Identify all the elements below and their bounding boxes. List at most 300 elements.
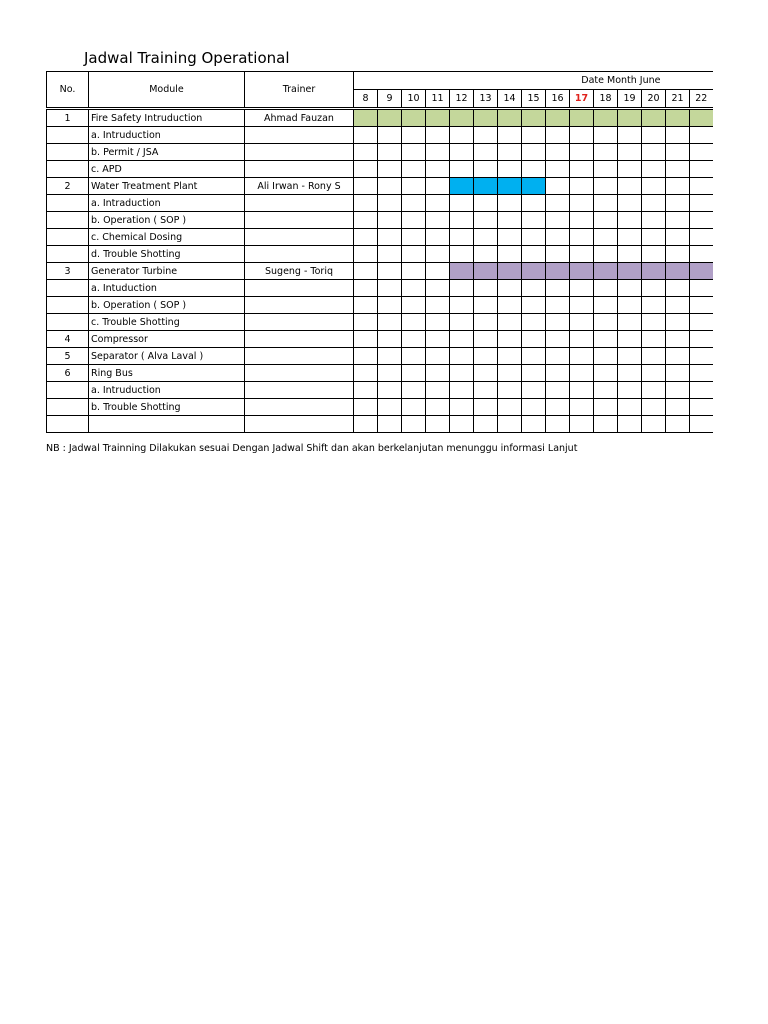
schedule-bar-cell — [666, 263, 690, 280]
header-module: Module — [89, 72, 245, 109]
table-row — [47, 212, 713, 229]
schedule-cell — [618, 382, 642, 399]
schedule-cell — [642, 416, 666, 433]
schedule-cell — [546, 314, 570, 331]
schedule-cell — [594, 246, 618, 263]
schedule-cell — [570, 178, 594, 195]
schedule-bar-cell — [402, 109, 426, 127]
row-no — [47, 297, 89, 314]
schedule-cell — [426, 229, 450, 246]
schedule-bar-cell — [474, 263, 498, 280]
row-module: Separator ( Alva Laval ) — [89, 348, 245, 365]
schedule-cell — [378, 195, 402, 212]
schedule-cell — [402, 127, 426, 144]
schedule-cell — [474, 399, 498, 416]
row-no — [47, 246, 89, 263]
table-row — [47, 314, 713, 331]
schedule-cell — [546, 416, 570, 433]
row-trainer — [245, 144, 354, 161]
schedule-cell — [474, 297, 498, 314]
footnote: NB : Jadwal Trainning Dilakukan sesuai Dengan Jadwal Shift dan akan berkelanjutan menunggu informasi Lanjut — [46, 443, 578, 454]
schedule-cell — [498, 297, 522, 314]
schedule-cell — [354, 365, 378, 382]
row-module: b. Permit / JSA — [89, 144, 245, 161]
schedule-cell — [546, 195, 570, 212]
schedule-cell — [594, 399, 618, 416]
schedule-bar-cell — [474, 178, 498, 195]
schedule-bar-cell — [546, 109, 570, 127]
schedule-cell — [690, 382, 713, 399]
row-trainer — [245, 297, 354, 314]
schedule-cell — [498, 161, 522, 178]
schedule-bar-cell — [570, 263, 594, 280]
schedule-cell — [426, 144, 450, 161]
schedule-cell — [378, 263, 402, 280]
row-trainer — [245, 382, 354, 399]
schedule-cell — [618, 144, 642, 161]
schedule-cell — [426, 331, 450, 348]
row-trainer — [245, 195, 354, 212]
row-no — [47, 416, 89, 433]
schedule-cell — [570, 365, 594, 382]
row-module: c. Trouble Shotting — [89, 314, 245, 331]
row-trainer — [245, 314, 354, 331]
row-no — [47, 314, 89, 331]
schedule-cell — [618, 195, 642, 212]
row-no — [47, 280, 89, 297]
schedule-cell — [666, 178, 690, 195]
table-row — [47, 109, 713, 127]
table-row — [47, 297, 713, 314]
table-row — [47, 229, 713, 246]
row-module: a. Intruduction — [89, 382, 245, 399]
schedule-cell — [546, 229, 570, 246]
table-row — [47, 365, 713, 382]
row-no: 5 — [47, 348, 89, 365]
schedule-cell — [570, 144, 594, 161]
schedule-cell — [402, 416, 426, 433]
row-module: c. Chemical Dosing — [89, 229, 245, 246]
schedule-cell — [378, 297, 402, 314]
row-no: 3 — [47, 263, 89, 280]
schedule-cell — [378, 382, 402, 399]
schedule-cell — [522, 382, 546, 399]
schedule-cell — [498, 365, 522, 382]
schedule-bar-cell — [666, 109, 690, 127]
schedule-cell — [378, 127, 402, 144]
schedule-cell — [426, 297, 450, 314]
schedule-bar-cell — [378, 109, 402, 127]
table-row — [47, 246, 713, 263]
schedule-cell — [618, 297, 642, 314]
schedule-cell — [354, 195, 378, 212]
row-trainer — [245, 161, 354, 178]
row-no — [47, 399, 89, 416]
day-header-15: 15 — [522, 90, 546, 109]
schedule-bar-cell — [450, 178, 474, 195]
row-trainer — [245, 246, 354, 263]
schedule-cell — [474, 246, 498, 263]
schedule-cell — [450, 331, 474, 348]
schedule-cell — [642, 348, 666, 365]
day-header-21: 21 — [666, 90, 690, 109]
schedule-cell — [474, 161, 498, 178]
schedule-cell — [546, 178, 570, 195]
schedule-cell — [618, 212, 642, 229]
header-trainer: Trainer — [245, 72, 354, 109]
schedule-cell — [498, 229, 522, 246]
schedule-cell — [522, 246, 546, 263]
row-no: 4 — [47, 331, 89, 348]
schedule-cell — [498, 246, 522, 263]
schedule-cell — [642, 178, 666, 195]
row-trainer — [245, 331, 354, 348]
row-no: 6 — [47, 365, 89, 382]
schedule-cell — [474, 416, 498, 433]
schedule-cell — [570, 314, 594, 331]
schedule-cell — [690, 280, 713, 297]
day-header-14: 14 — [498, 90, 522, 109]
row-trainer — [245, 399, 354, 416]
row-module: b. Operation ( SOP ) — [89, 212, 245, 229]
row-no: 2 — [47, 178, 89, 195]
schedule-cell — [546, 331, 570, 348]
schedule-cell — [594, 212, 618, 229]
schedule-cell — [522, 161, 546, 178]
schedule-cell — [594, 178, 618, 195]
schedule-cell — [666, 212, 690, 229]
schedule-cell — [522, 416, 546, 433]
schedule-cell — [618, 246, 642, 263]
schedule-cell — [666, 297, 690, 314]
schedule-cell — [642, 127, 666, 144]
schedule-cell — [498, 127, 522, 144]
schedule-cell — [690, 229, 713, 246]
schedule-bar-cell — [498, 263, 522, 280]
schedule-cell — [618, 161, 642, 178]
schedule-cell — [570, 127, 594, 144]
schedule-cell — [618, 127, 642, 144]
table-row — [47, 263, 713, 280]
schedule-cell — [498, 212, 522, 229]
schedule-cell — [402, 229, 426, 246]
schedule-cell — [642, 365, 666, 382]
day-header-17: 17 — [570, 90, 594, 109]
schedule-cell — [378, 416, 402, 433]
schedule-cell — [402, 399, 426, 416]
schedule-cell — [522, 280, 546, 297]
schedule-cell — [618, 365, 642, 382]
row-trainer: Sugeng - Toriq — [245, 263, 354, 280]
header-row-1 — [47, 72, 713, 90]
schedule-cell — [546, 348, 570, 365]
row-module: a. Intraduction — [89, 195, 245, 212]
schedule-cell — [354, 382, 378, 399]
schedule-cell — [426, 382, 450, 399]
schedule-cell — [570, 212, 594, 229]
schedule-bar-cell — [642, 263, 666, 280]
schedule-cell — [570, 348, 594, 365]
schedule-cell — [546, 212, 570, 229]
schedule-cell — [354, 161, 378, 178]
schedule-cell — [426, 161, 450, 178]
schedule-cell — [426, 127, 450, 144]
schedule-cell — [498, 195, 522, 212]
schedule-cell — [402, 263, 426, 280]
schedule-cell — [450, 229, 474, 246]
schedule-cell — [402, 195, 426, 212]
schedule-cell — [426, 263, 450, 280]
schedule-cell — [354, 178, 378, 195]
row-trainer: Ali Irwan - Rony S — [245, 178, 354, 195]
schedule-cell — [690, 416, 713, 433]
table-row — [47, 348, 713, 365]
schedule-bar-cell — [522, 178, 546, 195]
schedule-cell — [354, 348, 378, 365]
row-module: a. Intuduction — [89, 280, 245, 297]
schedule-cell — [666, 399, 690, 416]
schedule-bar-cell — [618, 263, 642, 280]
schedule-cell — [402, 331, 426, 348]
schedule-cell — [618, 280, 642, 297]
schedule-cell — [378, 246, 402, 263]
schedule-cell — [690, 178, 713, 195]
schedule-cell — [426, 195, 450, 212]
table-row — [47, 331, 713, 348]
schedule-cell — [546, 127, 570, 144]
schedule-cell — [642, 229, 666, 246]
schedule-cell — [546, 382, 570, 399]
schedule-cell — [522, 229, 546, 246]
schedule-cell — [450, 297, 474, 314]
schedule-bar-cell — [594, 109, 618, 127]
day-header-8: 8 — [354, 90, 378, 109]
schedule-cell — [546, 144, 570, 161]
schedule-cell — [426, 280, 450, 297]
row-module: d. Trouble Shotting — [89, 246, 245, 263]
row-trainer — [245, 212, 354, 229]
schedule-cell — [690, 314, 713, 331]
row-module: b. Operation ( SOP ) — [89, 297, 245, 314]
schedule-cell — [402, 280, 426, 297]
row-module: b. Trouble Shotting — [89, 399, 245, 416]
schedule-cell — [450, 144, 474, 161]
schedule-cell — [666, 365, 690, 382]
schedule-cell — [450, 382, 474, 399]
schedule-cell — [666, 161, 690, 178]
schedule-cell — [402, 144, 426, 161]
schedule-cell — [474, 314, 498, 331]
schedule-cell — [594, 365, 618, 382]
schedule-cell — [474, 144, 498, 161]
schedule-cell — [522, 297, 546, 314]
schedule-cell — [666, 127, 690, 144]
schedule-cell — [450, 161, 474, 178]
schedule-bar-cell — [474, 109, 498, 127]
schedule-cell — [378, 399, 402, 416]
header-no: No. — [47, 72, 89, 109]
schedule-cell — [570, 331, 594, 348]
schedule-cell — [378, 331, 402, 348]
row-no — [47, 229, 89, 246]
schedule-bar-cell — [426, 109, 450, 127]
row-module: Generator Turbine — [89, 263, 245, 280]
row-no — [47, 195, 89, 212]
schedule-cell — [450, 280, 474, 297]
row-trainer — [245, 348, 354, 365]
schedule-cell — [666, 416, 690, 433]
schedule-cell — [570, 297, 594, 314]
row-trainer — [245, 229, 354, 246]
schedule-cell — [642, 382, 666, 399]
schedule-cell — [666, 195, 690, 212]
day-header-18: 18 — [594, 90, 618, 109]
row-module: Fire Safety Intruduction — [89, 109, 245, 127]
day-header-10: 10 — [402, 90, 426, 109]
schedule-cell — [570, 382, 594, 399]
row-trainer — [245, 365, 354, 382]
schedule-cell — [618, 314, 642, 331]
schedule-cell — [570, 246, 594, 263]
table-row — [47, 127, 713, 144]
schedule-cell — [522, 399, 546, 416]
schedule-cell — [402, 382, 426, 399]
schedule-cell — [594, 331, 618, 348]
schedule-cell — [402, 365, 426, 382]
schedule-cell — [354, 144, 378, 161]
schedule-cell — [498, 416, 522, 433]
schedule-cell — [546, 297, 570, 314]
schedule-cell — [618, 331, 642, 348]
schedule-cell — [450, 127, 474, 144]
schedule-bar-cell — [618, 109, 642, 127]
schedule-cell — [354, 331, 378, 348]
schedule-cell — [642, 331, 666, 348]
schedule-cell — [354, 212, 378, 229]
schedule-bar-cell — [498, 178, 522, 195]
schedule-cell — [594, 195, 618, 212]
schedule-cell — [570, 195, 594, 212]
schedule-cell — [474, 382, 498, 399]
row-no — [47, 382, 89, 399]
schedule-cell — [402, 212, 426, 229]
table-row — [47, 382, 713, 399]
schedule-cell — [450, 348, 474, 365]
schedule-cell — [450, 246, 474, 263]
schedule-cell — [402, 161, 426, 178]
schedule-cell — [522, 331, 546, 348]
schedule-cell — [690, 144, 713, 161]
row-module — [89, 416, 245, 433]
schedule-cell — [474, 229, 498, 246]
schedule-cell — [378, 161, 402, 178]
schedule-cell — [666, 144, 690, 161]
schedule-cell — [426, 178, 450, 195]
row-no: 1 — [47, 109, 89, 127]
schedule-cell — [546, 399, 570, 416]
schedule-cell — [690, 195, 713, 212]
schedule-bar-cell — [594, 263, 618, 280]
row-module: Water Treatment Plant — [89, 178, 245, 195]
schedule-cell — [378, 229, 402, 246]
schedule-cell — [666, 314, 690, 331]
schedule-cell — [546, 246, 570, 263]
schedule-cell — [666, 280, 690, 297]
header-date-month: Date Month June — [354, 72, 713, 90]
schedule-cell — [378, 178, 402, 195]
schedule-cell — [570, 416, 594, 433]
schedule-cell — [618, 416, 642, 433]
table-row — [47, 161, 713, 178]
schedule-cell — [522, 314, 546, 331]
schedule-cell — [354, 229, 378, 246]
schedule-cell — [594, 314, 618, 331]
schedule-cell — [402, 246, 426, 263]
schedule-cell — [666, 331, 690, 348]
page-title: Jadwal Training Operational — [84, 49, 290, 67]
schedule-cell — [402, 178, 426, 195]
schedule-cell — [426, 416, 450, 433]
schedule-cell — [546, 161, 570, 178]
schedule-cell — [354, 246, 378, 263]
schedule-cell — [666, 246, 690, 263]
schedule-cell — [522, 212, 546, 229]
schedule-cell — [618, 348, 642, 365]
schedule-cell — [354, 280, 378, 297]
schedule-cell — [378, 280, 402, 297]
schedule-cell — [642, 144, 666, 161]
schedule-cell — [594, 161, 618, 178]
table-row — [47, 399, 713, 416]
schedule-cell — [378, 314, 402, 331]
schedule-cell — [354, 399, 378, 416]
schedule-cell — [474, 331, 498, 348]
table-row — [47, 280, 713, 297]
schedule-bar-cell — [570, 109, 594, 127]
row-trainer: Ahmad Fauzan — [245, 109, 354, 127]
schedule-bar-cell — [690, 263, 713, 280]
schedule-bar-cell — [522, 263, 546, 280]
schedule-cell — [426, 314, 450, 331]
day-header-9: 9 — [378, 90, 402, 109]
schedule-cell — [690, 127, 713, 144]
schedule-cell — [354, 416, 378, 433]
schedule-cell — [498, 348, 522, 365]
schedule-cell — [474, 348, 498, 365]
row-no — [47, 144, 89, 161]
row-trainer — [245, 416, 354, 433]
schedule-cell — [666, 229, 690, 246]
schedule-cell — [642, 297, 666, 314]
schedule-cell — [426, 365, 450, 382]
schedule-cell — [426, 212, 450, 229]
schedule-cell — [594, 348, 618, 365]
schedule-cell — [642, 195, 666, 212]
schedule-cell — [522, 144, 546, 161]
schedule-cell — [546, 365, 570, 382]
schedule-cell — [498, 382, 522, 399]
schedule-cell — [570, 229, 594, 246]
row-module: Compressor — [89, 331, 245, 348]
schedule-cell — [498, 399, 522, 416]
schedule-cell — [498, 144, 522, 161]
schedule-cell — [690, 348, 713, 365]
schedule-bar-cell — [498, 109, 522, 127]
day-header-20: 20 — [642, 90, 666, 109]
schedule-cell — [522, 127, 546, 144]
schedule-cell — [354, 127, 378, 144]
schedule-cell — [378, 348, 402, 365]
